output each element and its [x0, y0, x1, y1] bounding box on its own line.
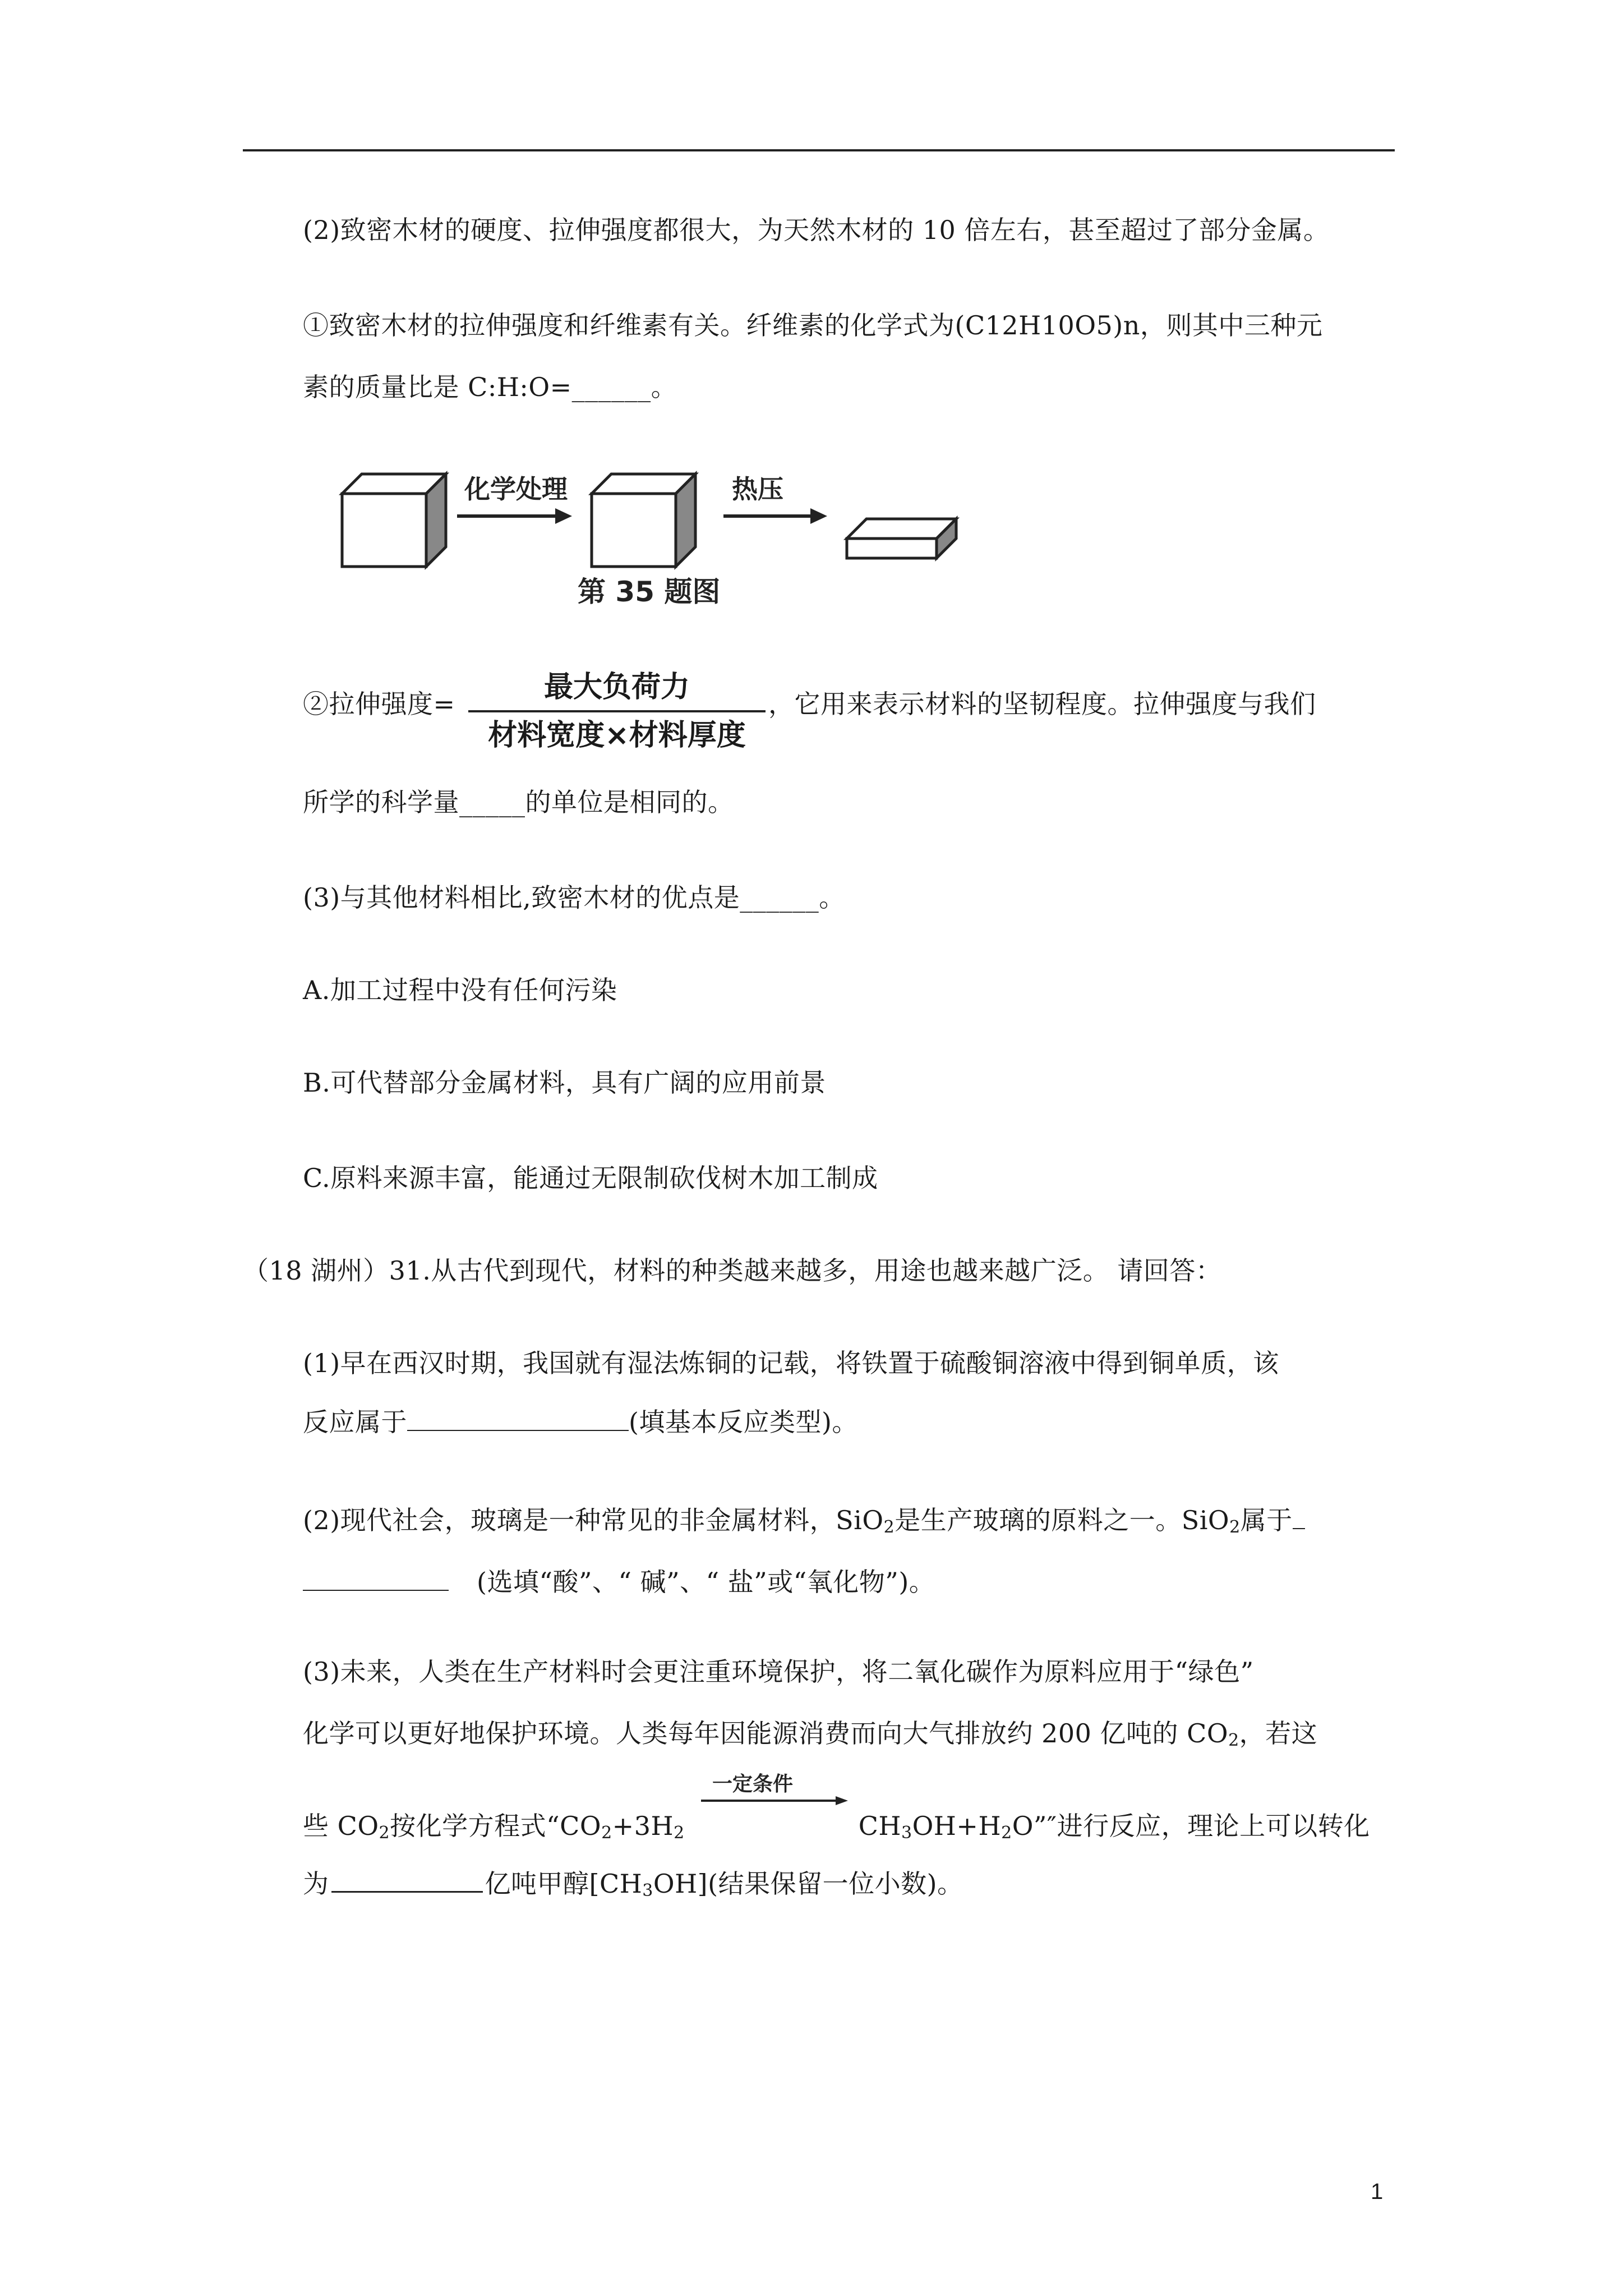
reaction-condition-arrow: [701, 1773, 852, 1812]
q35-part2-text: (2)致密木材的硬度、拉伸强度都很大，为天然木材的 10 倍左右，甚至超过了部分金属。: [303, 215, 1330, 245]
answer-blank-reaction-type[interactable]: [407, 1407, 629, 1431]
page-number: 1: [1371, 2179, 1384, 2204]
option-b: B.可代替部分金属材料，具有广阔的应用前景: [303, 1068, 826, 1098]
answer-blank-sio2-class[interactable]: [303, 1567, 449, 1591]
answer-blank-sio2-start[interactable]: [1293, 1506, 1305, 1529]
q35-figure: [331, 449, 1004, 611]
q31-part1-line1: (1)早在西汉时期，我国就有湿法炼铜的记载，将铁置于硫酸铜溶液中得到铜单质，该: [303, 1348, 1279, 1378]
q35-part2-2-prefix: ②拉伸强度=: [303, 689, 455, 719]
q31-part2-line2: (选填“酸”、“ 碱”、“ 盐”或“氧化物”)。: [303, 1565, 935, 1599]
q31-part2-line1: (2)现代社会，玻璃是一种常见的非金属材料，SiO$_2$是生产玻璃的原料之一。SiO$_2$属于: [303, 1503, 1305, 1537]
q31-part3-line3: 些 $CO_2$按化学方程式“$CO_2+3H_2$ $CH_3OH+H_2O”''$进行反应，理论上可以转化: [303, 1811, 1370, 1843]
q35-part3-text: (3)与其他材料相比,致密木材的优点是______。: [303, 882, 845, 913]
condition-label: 一定条件: [712, 1773, 794, 1796]
cube-treated-icon: [592, 474, 695, 567]
arrow-2-label: 热压: [732, 474, 783, 504]
q31-title: （18 湖州）31.从古代到现代，材料的种类越来越多，用途也越来越广泛。 请回答：: [243, 1255, 1222, 1286]
answer-blank-methanol[interactable]: [331, 1865, 483, 1893]
q35-part2-2-suffix: ，它用来表示材料的坚韧程度。拉伸强度与我们: [768, 689, 1316, 719]
arrow-1-label: 化学处理: [464, 474, 568, 504]
board-pressed-icon: [847, 519, 956, 558]
formula-denominator: 材料宽度×材料厚度: [488, 719, 746, 752]
q35-part2-2-line2: 所学的科学量_____的单位是相同的。: [303, 787, 734, 817]
tensile-strength-formula: [468, 668, 766, 755]
header-rule: [243, 149, 1395, 151]
q31-part3-line1: (3)未来，人类在生产材料时会更注重环境保护，将二氧化碳作为原料应用于“绿色”: [303, 1657, 1254, 1687]
figure-caption: 第 35 题图: [578, 576, 721, 608]
q31-part3-line4: 为 亿吨甲醇$[CH_3OH]$(结果保留一位小数)。: [303, 1865, 963, 1901]
option-a: A.加工过程中没有任何污染: [303, 975, 617, 1005]
option-c: C.原料来源丰富，能通过无限制砍伐树木加工制成: [303, 1163, 878, 1193]
cube-original-icon: [342, 474, 446, 567]
q35-part2-1-line1: ①致密木材的拉伸强度和纤维素有关。纤维素的化学式为(C12H10O5)n，则其中三种元: [303, 310, 1323, 341]
fraction-bar: [468, 710, 766, 712]
q31-part1-line2: 反应属于 (填基本反应类型)。: [303, 1407, 858, 1437]
q35-part2-1-line2: 素的质量比是 C:H:O=______。: [303, 372, 677, 402]
formula-numerator: 最大负荷力: [543, 670, 690, 704]
q31-part3-line2: 化学可以更好地保护环境。人类每年因能源消费而向大气排放约 200 亿吨的 $CO_2$，若这: [303, 1718, 1318, 1750]
